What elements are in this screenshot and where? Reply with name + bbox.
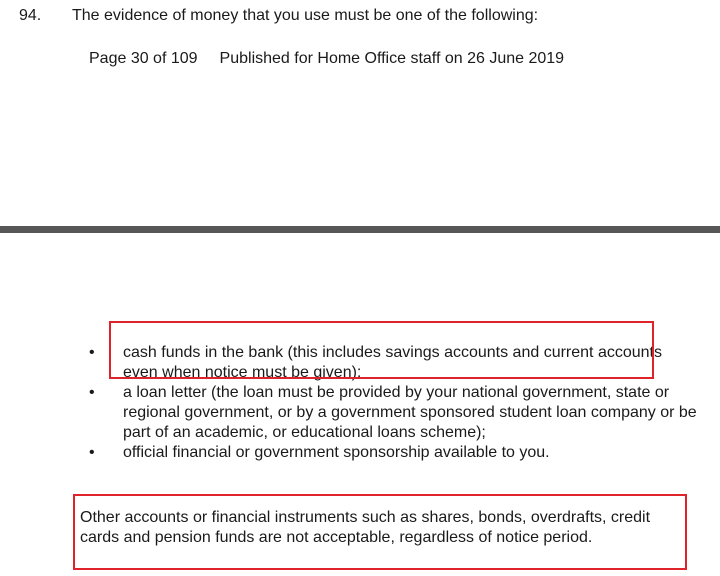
highlight-box-exclusion-note (73, 494, 687, 570)
page-break-divider (0, 226, 720, 233)
bullet-icon: • (89, 344, 95, 361)
list-item (0, 443, 720, 463)
list-item-text: official financial or government sponsorship available to you. (123, 444, 550, 461)
list-item (0, 383, 720, 443)
list-item-text: a loan letter (the loan must be provided by your national government, state or regional government, or by a government sponsored student loan company or be part of an academic, or educational loans scheme); (123, 384, 697, 441)
publication-note: Published for Home Office staff on 26 June 2019 (219, 50, 565, 67)
exclusion-note: Other accounts or financial instruments such as shares, bonds, overdrafts, credit cards and pension funds are not acceptable, regardless of notice period. (80, 509, 651, 546)
list-item-text: cash funds in the bank (this includes savings accounts and current accounts even when notice must be given); (123, 344, 662, 381)
page-number: Page 30 of 109 (89, 50, 198, 67)
highlight-box-cash-funds (109, 321, 654, 379)
bullet-icon: • (89, 444, 95, 461)
paragraph-number: 94. (19, 7, 42, 24)
page-footer (89, 49, 564, 69)
paragraph-text: The evidence of money that you use must be one of the following: (72, 7, 539, 24)
bullet-icon: • (89, 384, 95, 401)
